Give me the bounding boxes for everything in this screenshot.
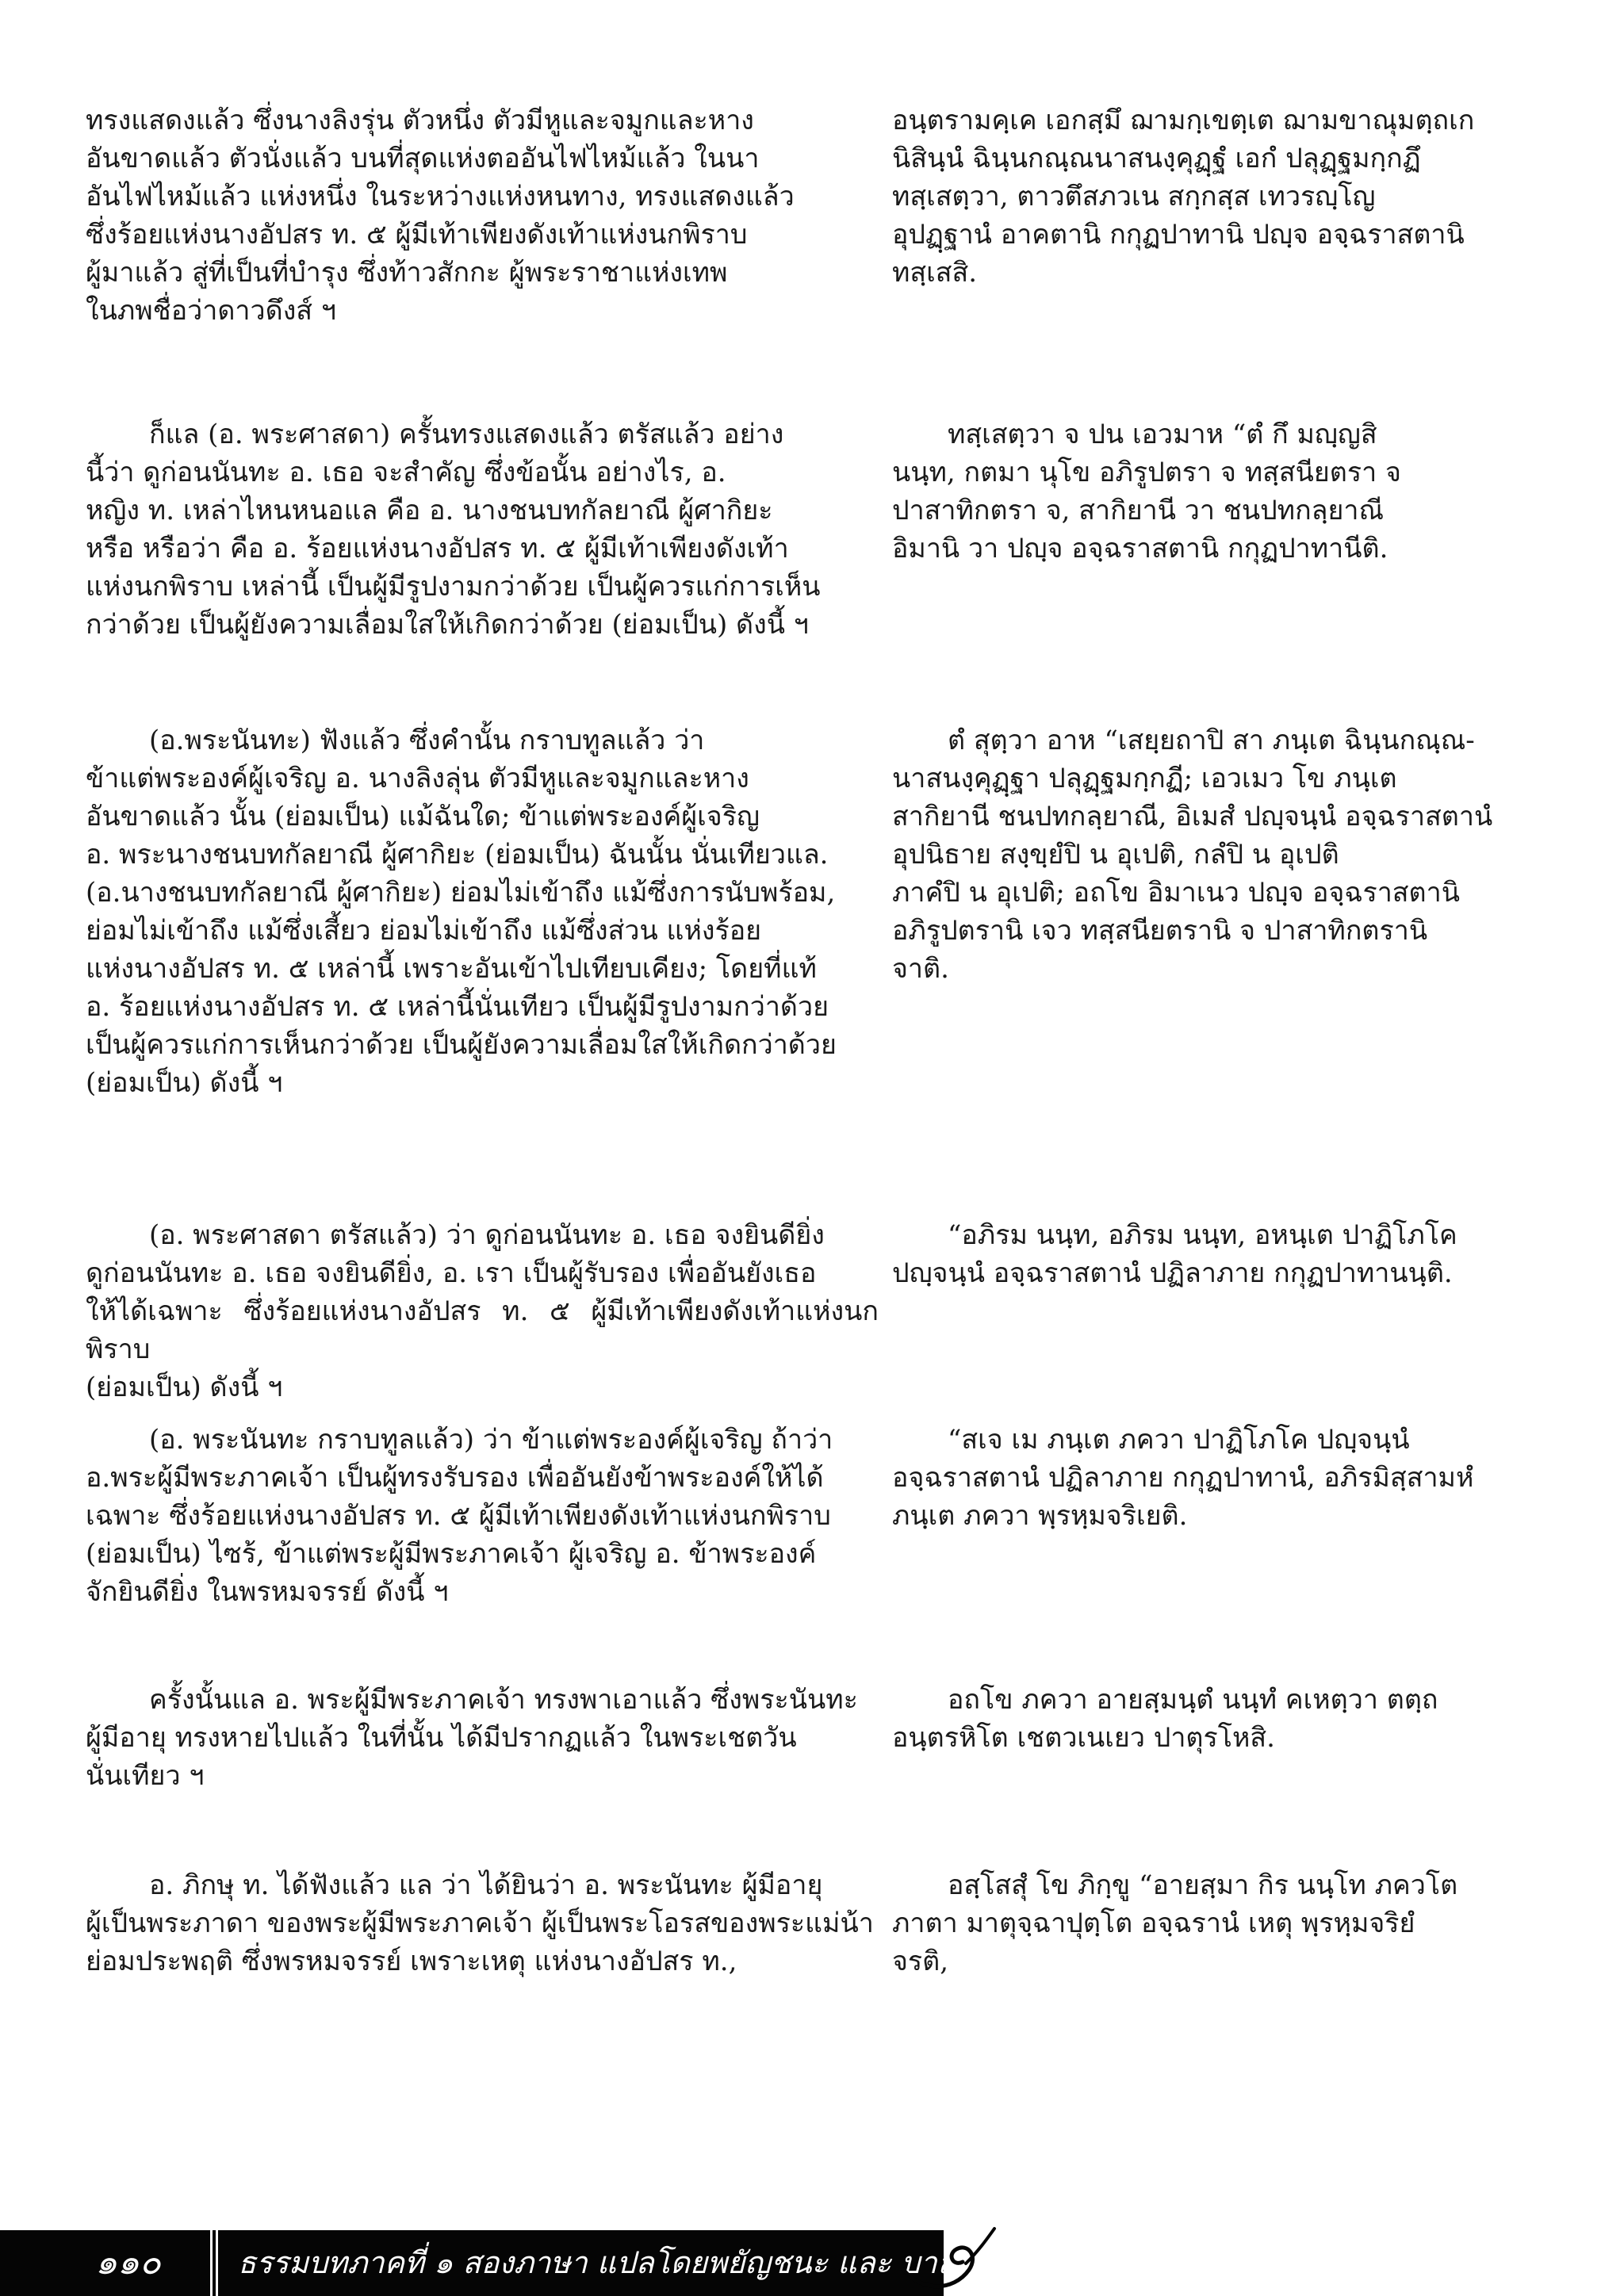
right-paragraph-2: ทสฺเสตฺวา จ ปน เอวมาห “ตํ กึ มญฺญสิ นนฺท, กตมา นุโข อภิรูปตรา จ ทสฺสนียตรา จ ปาสาทิกตรา จ, สากิยานี วา ชนปทกลฺยาณี อิมานิ วา ปญฺจ อจฺฉราสตานิ กกุฏปาทานีติ. — [892, 419, 1401, 564]
footer-divider — [210, 2230, 218, 2296]
right-paragraph-5: “สเจ เม ภนฺเต ภควา ปาฏิโภโค ปญฺจนฺนํ อจฺฉราสตานํ ปฏิลาภาย กกุฏปาทานํ, อภิรมิสฺสามหํ ภนฺเต ภควา พฺรหฺมจริเยติ. — [892, 1424, 1474, 1532]
right-paragraph-7: อสฺโสสุํ โข ภิกฺขู “อายสฺมา กิร นนฺโท ภควโต ภาตา มาตุจฺฉาปุตฺโต อจฺฉรานํ เหตุ พฺรหฺมจริยํ จรติ, — [892, 1869, 1458, 1977]
right-paragraph-4: “อภิรม นนฺท, อภิรม นนฺท, อหนฺเต ปาฏิโภโค ปญฺจนฺนํ อจฺฉราสตานํ ปฏิลาภาย กกุฏปาทานนฺติ. — [892, 1219, 1457, 1289]
page-footer — [0, 2214, 1624, 2296]
book-title: ธรรมบทภาคที่ ๑ สองภาษา แปลโดยพยัญชนะ และ บาลี — [238, 2245, 956, 2280]
page-number: ๑๑๐ — [95, 2242, 161, 2283]
left-paragraph-3: (อ.พระนันทะ) ฟังแล้ว ซึ่งคำนั้น กราบทูลแล้ว ว่า ข้าแต่พระองค์ผู้เจริญ อ. นางลิงลุ่น ตัวมีหูและจมูกและหาง อันขาดแล้ว นั้น (ย่อมเป็น) แม้ฉันใด; ข้าแต่พระองค์ผู้เจริญ อ. พระนางชนบทกัลยาณี ผู้ศากิยะ (ย่อมเป็น) ฉันนั้น นั่นเทียวแล. (อ.นางชนบทกัลยาณี ผู้ศากิยะ) ย่อมไม่เข้าถึง แม้ซึ่งการนับพร้อม, ย่อมไม่เข้าถึง แม้ซึ่งเสี้ยว ย่อมไม่เข้าถึง แม้ซึ่งส่วน แห่งร้อย แห่งนางอัปสร ท. ๕ เหล่านี้ เพราะอันเข้าไปเทียบเคียง; โดยที่แท้ อ. ร้อยแห่งนางอัปสร ท. ๕ เหล่านี้นั่นเทียว เป็นผู้มีรูปงามกว่าด้วย เป็นผู้ควรแก่การเห็นกว่าด้วย เป็นผู้ยังความเลื่อมใสให้เกิดกว่าด้วย (ย่อมเป็น) ดังนี้ ฯ — [86, 725, 837, 1099]
left-paragraph-5: (อ. พระนันทะ กราบทูลแล้ว) ว่า ข้าแต่พระองค์ผู้เจริญ ถ้าว่า อ.พระผู้มีพระภาคเจ้า เป็นผู้ทรงรับรอง เพื่ออันยังข้าพระองค์ให้ได้ เฉพาะ ซึ่งร้อยแห่งนางอัปสร ท. ๕ ผู้มีเท้าเพียงดังเท้าแห่งนกพิราบ (ย่อมเป็น) ไซร้, ข้าแต่พระผู้มีพระภาคเจ้า ผู้เจริญ อ. ข้าพระองค์ จักยินดียิ่ง ในพรหมจรรย์ ดังนี้ ฯ — [86, 1424, 833, 1608]
swirl-ornament-icon — [896, 2222, 999, 2294]
left-paragraph-7: อ. ภิกษุ ท. ได้ฟังแล้ว แล ว่า ได้ยินว่า อ. พระนันทะ ผู้มีอายุ ผู้เป็นพระภาดา ของพระผู้มีพระภาคเจ้า ผู้เป็นพระโอรสของพระแม่น้า ย่อมประพฤติ ซึ่งพรหมจรรย์ เพราะเหตุ แห่งนางอัปสร ท., — [86, 1869, 874, 1977]
left-paragraph-2: ก็แล (อ. พระศาสดา) ครั้นทรงแสดงแล้ว ตรัสแล้ว อย่าง นี้ว่า ดูก่อนนันทะ อ. เธอ จะสำคัญ ซึ่งข้อนั้น อย่างไร, อ. หญิง ท. เหล่าไหนหนอแล คือ อ. นางชนบทกัลยาณี ผู้ศากิยะ หรือ หรือว่า คือ อ. ร้อยแห่งนางอัปสร ท. ๕ ผู้มีเท้าเพียงดังเท้า แห่งนกพิราบ เหล่านี้ เป็นผู้มีรูปงามกว่าด้วย เป็นผู้ควรแก่การเห็น กว่าด้วย เป็นผู้ยังความเลื่อมใสให้เกิดกว่าด้วย (ย่อมเป็น) ดังนี้ ฯ — [86, 419, 821, 641]
left-paragraph-1: ทรงแสดงแล้ว ซึ่งนางลิงรุ่น ตัวหนึ่ง ตัวมีหูและจมูกและหาง อันขาดแล้ว ตัวนั่งแล้ว บนที่สุดแห่งตออันไฟไหม้แล้ว ในนา อันไฟไหม้แล้ว แห่งหนึ่ง ในระหว่างแห่งหนทาง, ทรงแสดงแล้ว ซึ่งร้อยแห่งนางอัปสร ท. ๕ ผู้มีเท้าเพียงดังเท้าแห่งนกพิราบ ผู้มาแล้ว สู่ที่เป็นที่บำรุง ซึ่งท้าวสักกะ ผู้พระราชาแห่งเทพ ในภพชื่อว่าดาวดึงส์ ฯ — [86, 105, 795, 327]
left-paragraph-6: ครั้งนั้นแล อ. พระผู้มีพระภาคเจ้า ทรงพาเอาแล้ว ซึ่งพระนันทะ ผู้มีอายุ ทรงหายไปแล้ว ในที่นั้น ได้มีปรากฏแล้ว ในพระเชตวัน นั่นเทียว ฯ — [86, 1684, 858, 1792]
right-paragraph-1: อนฺตรามคฺเค เอกสฺมึ ฌามกฺเขตฺเต ฌามขาณุมตฺถเก นิสินฺนํ ฉินฺนกณฺณนาสนงฺคุฏฺฐํ เอกํ ปลุฏฺฐมกฺกฏึ ทสฺเสตฺวา, ตาวตึสภวเน สกฺกสฺส เทวรญฺโญ อุปฏฺฐานํ อาคตานิ กกุฏปาทานิ ปญฺจ อจฺฉราสตานิ ทสฺเสสิ. — [892, 105, 1475, 289]
right-paragraph-3: ตํ สุตฺวา อาห “เสยฺยถาปิ สา ภนฺเต ฉินฺนกณฺณ- นาสนงฺคุฏฺฐา ปลุฏฺฐมกฺกฏี; เอวเมว โข ภนฺเต สากิยานี ชนปทกลฺยาณี, อิเมสํ ปญฺจนฺนํ อจฺฉราสตานํ อุปนิธาย สงฺขฺยํปิ น อุเปติ, กลํปิ น อุเปติ ภาคํปิ น อุเปติ; อถโข อิมาเนว ปญฺจ อจฺฉราสตานิ อภิรูปตรานิ เจว ทสฺสนียตรานิ จ ปาสาทิกตรานิ จาติ. — [892, 725, 1493, 985]
right-paragraph-6: อถโข ภควา อายสฺมนฺตํ นนฺทํ คเหตฺวา ตตฺถ อนฺตรหิโต เชตวเนเยว ปาตุรโหสิ. — [892, 1684, 1438, 1754]
left-paragraph-4: (อ. พระศาสดา ตรัสแล้ว) ว่า ดูก่อนนันทะ อ. เธอ จงยินดียิ่ง ดูก่อนนันทะ อ. เธอ จงยินดียิ่ง, อ. เรา เป็นผู้รับรอง เพื่ออันยังเธอ ให้ได้เฉพาะ ซึ่งร้อยแห่งนางอัปสร ท. ๕ ผู้มีเท้าเพียงดังเท้าแห่งนกพิราบ (ย่อมเป็น) ดังนี้ ฯ — [86, 1219, 879, 1403]
